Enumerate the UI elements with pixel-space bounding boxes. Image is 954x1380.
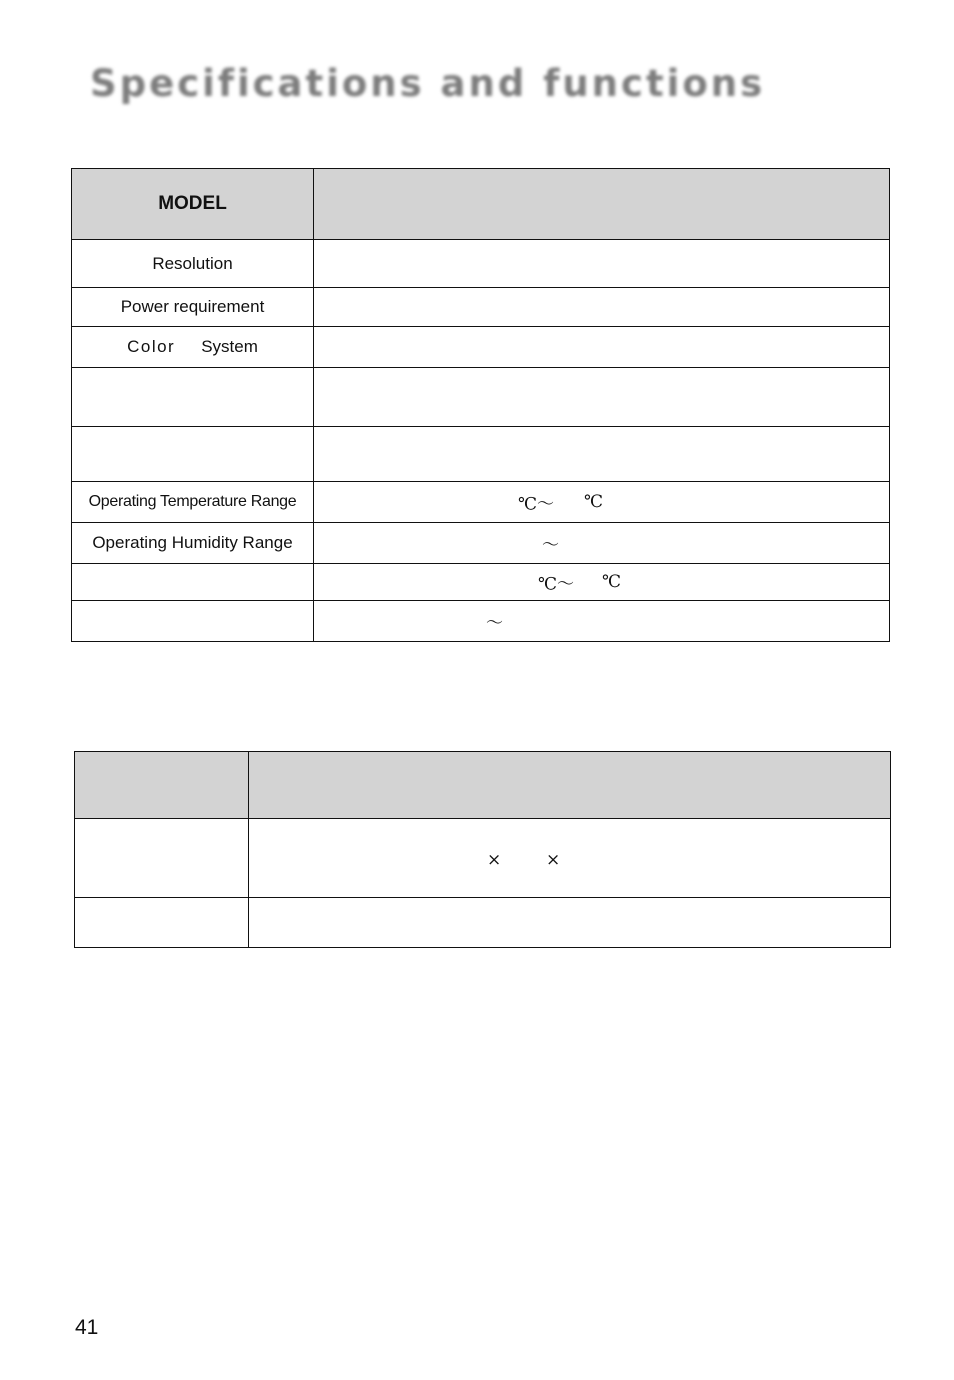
dimensions-label	[75, 819, 249, 898]
temperature-from-symbol: ℃～	[538, 574, 575, 595]
blank-value	[314, 427, 890, 482]
storage-humidity-value	[314, 601, 890, 642]
resolution-value	[314, 240, 890, 288]
table-row	[72, 564, 890, 601]
model-label: MODEL	[72, 169, 314, 240]
table-row	[75, 819, 891, 898]
table-row	[75, 898, 891, 948]
table-row	[72, 368, 890, 427]
page-number: 41	[75, 1316, 99, 1339]
color-word: Color	[127, 337, 176, 356]
blank-label	[72, 601, 314, 642]
temperature-to-symbol: ℃	[602, 572, 622, 592]
blank-label	[72, 564, 314, 601]
multiply-symbol: ×	[546, 849, 561, 870]
table-row	[72, 240, 890, 288]
resolution-label: Resolution	[72, 240, 314, 288]
temperature-from-symbol: ℃～	[518, 494, 555, 515]
color-system-value	[314, 327, 890, 368]
specifications-table	[71, 168, 890, 642]
dimensions-table	[74, 751, 891, 948]
table-row	[72, 327, 890, 368]
table-row	[72, 482, 890, 523]
blank-value	[314, 368, 890, 427]
header-label	[75, 752, 249, 819]
operating-temperature-value	[314, 482, 890, 523]
operating-temperature-label: Operating Temperature Range	[72, 482, 314, 523]
table-row	[72, 288, 890, 327]
power-requirement-value	[314, 288, 890, 327]
multiply-symbol: ×	[487, 849, 502, 870]
header-value	[249, 752, 891, 819]
blank-value	[249, 898, 891, 948]
humidity-range-symbol: ～	[486, 613, 503, 634]
operating-humidity-label: Operating Humidity Range	[72, 523, 314, 564]
table-header-row	[72, 169, 890, 240]
table-row	[72, 427, 890, 482]
power-requirement-label: Power requirement	[72, 288, 314, 327]
dimensions-value	[249, 819, 891, 898]
temperature-to-symbol: ℃	[584, 492, 604, 512]
operating-humidity-value	[314, 523, 890, 564]
table-row	[72, 601, 890, 642]
table-row	[72, 523, 890, 564]
blank-label	[72, 368, 314, 427]
blank-label	[75, 898, 249, 948]
system-word: System	[201, 337, 258, 356]
blank-label	[72, 427, 314, 482]
model-value	[314, 169, 890, 240]
storage-temperature-value	[314, 564, 890, 601]
color-system-label	[72, 327, 314, 368]
table-header-row	[75, 752, 891, 819]
humidity-range-symbol: ～	[542, 535, 559, 556]
page-title: Specifications and functions	[90, 62, 766, 105]
